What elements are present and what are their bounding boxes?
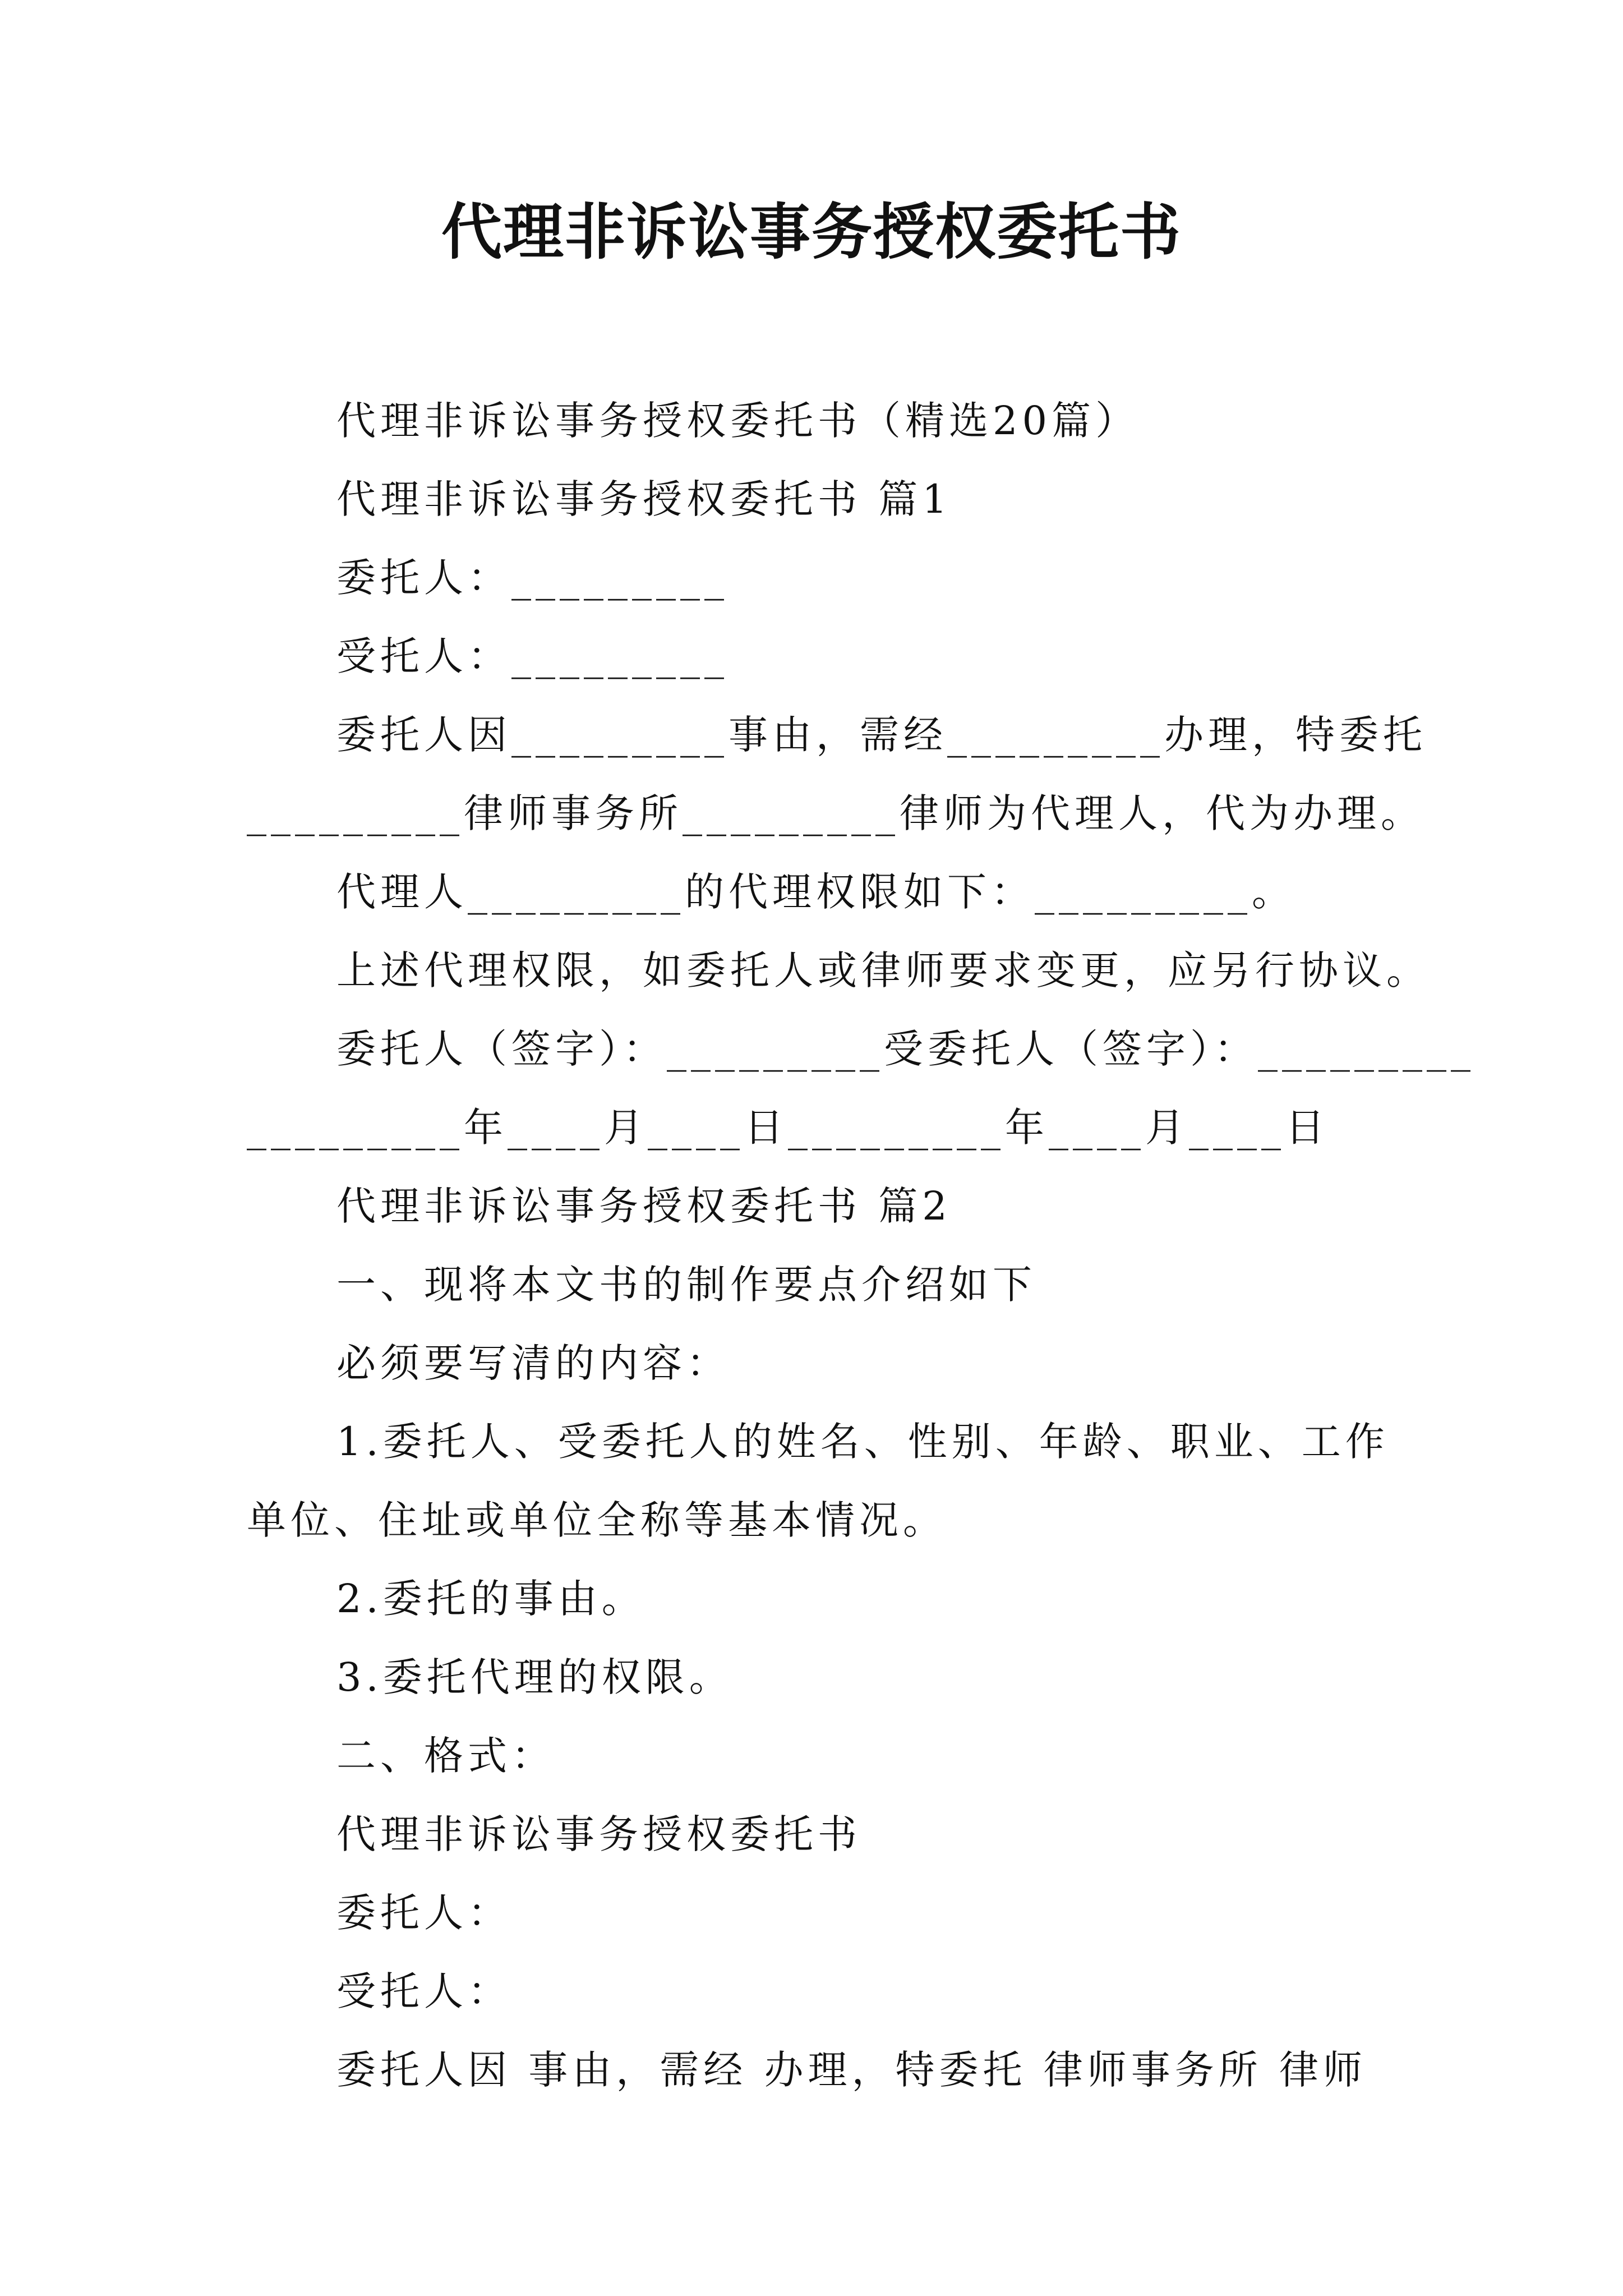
paragraph-change: 上述代理权限，如委托人或律师要求变更，应另行协议。 — [336, 947, 1430, 993]
list-item-2: 2.委托的事由。 — [336, 1576, 645, 1622]
section-one-heading: 一、现将本文书的制作要点介绍如下 — [336, 1262, 1036, 1308]
list-item-1-line-2: 单位、住址或单位全称等基本情况。 — [247, 1497, 947, 1543]
field-principal: 委托人：_________ — [336, 555, 728, 601]
required-content-label: 必须要写清的内容： — [336, 1340, 730, 1386]
section-two-heading: 二、格式： — [336, 1733, 555, 1779]
paragraph-entrust-line-2: _________律师事务所_________律师为代理人，代为办理。 — [247, 790, 1424, 836]
heading-collection: 代理非诉讼事务授权委托书（精选20篇） — [336, 398, 1140, 444]
document-title: 代理非诉讼事务授权委托书 — [441, 197, 1182, 268]
template-field-principal: 委托人： — [336, 1890, 511, 1936]
heading-part-1: 代理非诉讼事务授权委托书 篇1 — [336, 476, 952, 522]
date-line: _________年____月____日_________年____月____日 — [247, 1105, 1329, 1151]
paragraph-entrust-line-1: 委托人因_________事由，需经_________办理，特委托 — [336, 712, 1427, 758]
heading-part-2: 代理非诉讼事务授权委托书 篇2 — [336, 1183, 952, 1229]
list-item-3: 3.委托代理的权限。 — [336, 1654, 733, 1700]
field-agent: 受托人：_________ — [336, 633, 728, 679]
paragraph-authority: 代理人_________的代理权限如下：_________。 — [336, 869, 1295, 915]
template-entrust-line: 委托人因 事由，需经 办理，特委托 律师事务所 律师 — [336, 2047, 1367, 2093]
signature-line: 委托人（签字）：_________受委托人（签字）：_________ — [336, 1026, 1475, 1072]
template-title: 代理非诉讼事务授权委托书 — [336, 1811, 861, 1857]
list-item-1-line-1: 1.委托人、受委托人的姓名、性别、年龄、职业、工作 — [336, 1419, 1389, 1465]
template-field-agent: 受托人： — [336, 1968, 511, 2014]
